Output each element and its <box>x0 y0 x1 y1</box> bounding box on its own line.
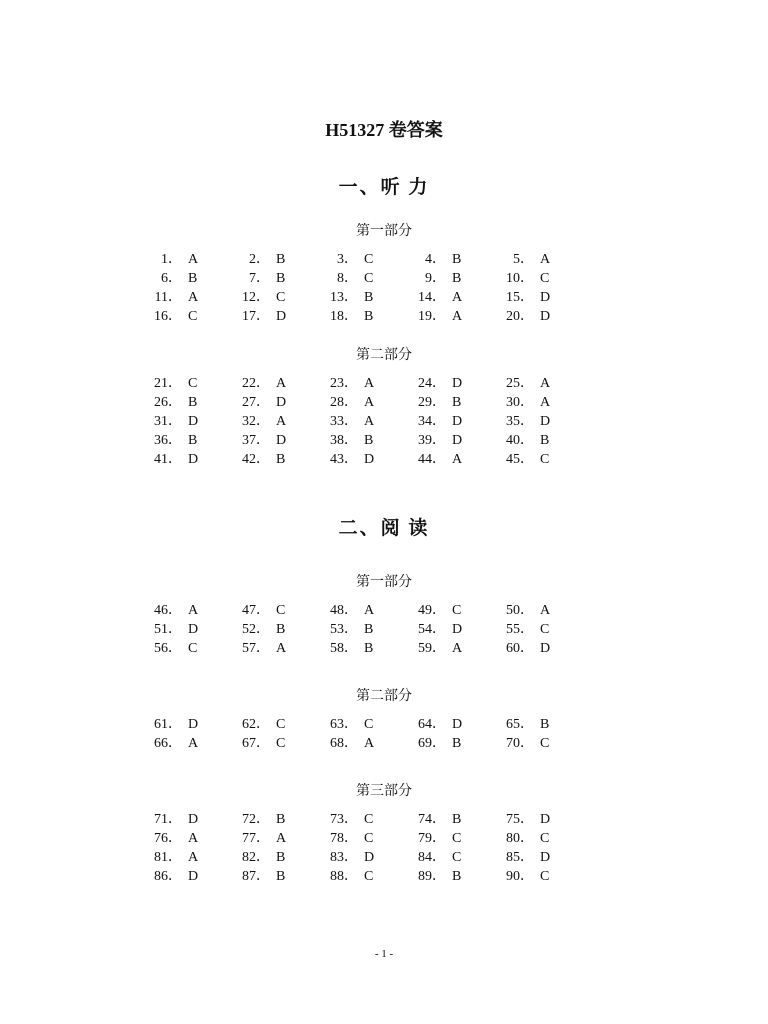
answer-row <box>0 827 768 846</box>
answer-item <box>232 732 285 752</box>
answer-item <box>408 865 461 885</box>
question-number: 57． <box>242 641 270 656</box>
answer-letter: A <box>364 376 375 391</box>
answer-row <box>0 286 768 305</box>
answer-letter: D <box>452 717 463 732</box>
answer-letter: A <box>188 290 199 305</box>
question-number: 69． <box>418 736 446 751</box>
question-number: 58． <box>330 641 358 656</box>
answer-letter: D <box>452 622 463 637</box>
answer-item <box>144 429 197 449</box>
question-number: 87． <box>242 869 270 884</box>
answer-letter: A <box>540 395 551 410</box>
answer-letter: A <box>188 736 199 751</box>
question-number: 3． <box>337 252 358 267</box>
question-number: 82． <box>242 850 270 865</box>
answer-letter: B <box>452 869 462 884</box>
answer-item <box>496 713 549 733</box>
question-number: 55． <box>506 622 534 637</box>
answer-row <box>0 305 768 324</box>
answer-item <box>408 732 461 752</box>
question-number: 70． <box>506 736 534 751</box>
answer-letter: B <box>452 395 462 410</box>
question-number: 34． <box>418 414 446 429</box>
answer-item <box>232 391 286 411</box>
question-number: 21． <box>154 376 182 391</box>
answer-item <box>232 248 285 268</box>
section-heading-listening: 一、听 力 <box>338 177 430 198</box>
question-number: 88． <box>330 869 358 884</box>
question-number: 63． <box>330 717 358 732</box>
answer-letter: C <box>364 271 374 286</box>
answer-letter: A <box>188 850 199 865</box>
answer-letter: C <box>188 641 198 656</box>
page-number: - 1 - <box>374 948 394 960</box>
question-number: 62． <box>242 717 270 732</box>
answer-item <box>320 732 374 752</box>
answer-row <box>0 732 768 751</box>
question-number: 75． <box>506 812 534 827</box>
question-number: 39． <box>418 433 446 448</box>
answer-letter: D <box>188 622 199 637</box>
answer-row <box>0 391 768 410</box>
part-heading-reading-3: 第三部分 <box>356 784 412 799</box>
answer-row <box>0 808 768 827</box>
answer-item <box>496 305 550 325</box>
answer-row <box>0 372 768 391</box>
answer-item <box>320 305 373 325</box>
question-number: 78． <box>330 831 358 846</box>
question-number: 22． <box>242 376 270 391</box>
answer-letter: C <box>540 869 550 884</box>
question-number: 52． <box>242 622 270 637</box>
answer-item <box>408 391 461 411</box>
question-number: 28． <box>330 395 358 410</box>
answer-letter: C <box>540 622 550 637</box>
answer-item <box>232 637 286 657</box>
answer-letter: C <box>364 831 374 846</box>
answer-letter: B <box>188 395 198 410</box>
answer-item <box>144 732 198 752</box>
answer-item <box>496 267 549 287</box>
answer-item <box>232 286 285 306</box>
question-number: 15． <box>506 290 534 305</box>
question-number: 23． <box>330 376 358 391</box>
answer-letter: D <box>540 309 551 324</box>
answer-letter: D <box>452 433 463 448</box>
question-number: 8． <box>337 271 358 286</box>
question-number: 66． <box>154 736 182 751</box>
answer-letter: B <box>540 717 550 732</box>
answer-letter: A <box>188 603 199 618</box>
question-number: 40． <box>506 433 534 448</box>
answer-letter: A <box>276 641 287 656</box>
question-number: 67． <box>242 736 270 751</box>
answer-letter: C <box>540 271 550 286</box>
part-heading-listening-2: 第二部分 <box>356 348 412 363</box>
question-number: 29． <box>418 395 446 410</box>
answer-letter: D <box>364 452 375 467</box>
answer-item <box>232 846 285 866</box>
answer-row <box>0 637 768 656</box>
question-number: 51． <box>154 622 182 637</box>
answer-item <box>232 410 286 430</box>
answer-item <box>496 286 550 306</box>
question-number: 80． <box>506 831 534 846</box>
question-number: 76． <box>154 831 182 846</box>
answer-letter: D <box>188 869 199 884</box>
question-number: 38． <box>330 433 358 448</box>
question-number: 17． <box>242 309 270 324</box>
answer-letter: D <box>188 717 199 732</box>
question-number: 45． <box>506 452 534 467</box>
question-number: 9． <box>425 271 446 286</box>
question-number: 90． <box>506 869 534 884</box>
answer-item <box>408 599 461 619</box>
question-number: 72． <box>242 812 270 827</box>
answer-item <box>144 827 198 847</box>
answer-item <box>144 410 198 430</box>
part-heading-reading-2: 第二部分 <box>356 689 412 704</box>
question-number: 13． <box>330 290 358 305</box>
answer-item <box>320 429 373 449</box>
answer-item <box>144 391 197 411</box>
answer-item <box>408 429 462 449</box>
section-heading-reading: 二、阅 读 <box>338 518 430 539</box>
answer-item <box>144 618 198 638</box>
answer-letter: A <box>364 395 375 410</box>
question-number: 44． <box>418 452 446 467</box>
answer-letter: C <box>540 831 550 846</box>
answer-letter: C <box>540 452 550 467</box>
question-number: 60． <box>506 641 534 656</box>
answer-row <box>0 599 768 618</box>
answer-item <box>320 267 373 287</box>
question-number: 25． <box>506 376 534 391</box>
question-number: 20． <box>506 309 534 324</box>
answer-item <box>320 391 374 411</box>
answer-item <box>144 865 198 885</box>
answer-item <box>144 267 197 287</box>
answer-row <box>0 846 768 865</box>
question-number: 7． <box>249 271 270 286</box>
question-number: 73． <box>330 812 358 827</box>
answer-item <box>496 448 549 468</box>
answer-letter: A <box>188 831 199 846</box>
question-number: 14． <box>418 290 446 305</box>
answer-item <box>320 410 374 430</box>
answer-item <box>144 713 198 733</box>
question-number: 47． <box>242 603 270 618</box>
question-number: 48． <box>330 603 358 618</box>
answer-item <box>144 448 198 468</box>
question-number: 77． <box>242 831 270 846</box>
question-number: 5． <box>513 252 534 267</box>
question-number: 4． <box>425 252 446 267</box>
answer-row <box>0 448 768 467</box>
answer-item <box>408 305 462 325</box>
answer-item <box>320 618 373 638</box>
answer-item <box>232 305 286 325</box>
question-number: 59． <box>418 641 446 656</box>
answer-letter: A <box>276 831 287 846</box>
answer-letter: B <box>276 452 286 467</box>
answer-letter: A <box>540 252 551 267</box>
answer-letter: B <box>364 290 374 305</box>
answer-item <box>232 599 285 619</box>
answer-letter: B <box>364 309 374 324</box>
answer-letter: D <box>540 812 551 827</box>
answer-letter: A <box>276 376 287 391</box>
answer-item <box>232 267 285 287</box>
answer-item <box>408 248 461 268</box>
question-number: 32． <box>242 414 270 429</box>
answer-letter: B <box>452 812 462 827</box>
answer-item <box>232 713 285 733</box>
question-number: 36． <box>154 433 182 448</box>
question-number: 10． <box>506 271 534 286</box>
answer-item <box>320 286 373 306</box>
answer-letter: A <box>364 414 375 429</box>
answer-item <box>408 637 462 657</box>
answer-letter: B <box>452 271 462 286</box>
answer-row <box>0 713 768 732</box>
answer-item <box>496 429 549 449</box>
answer-item <box>408 713 462 733</box>
question-number: 46． <box>154 603 182 618</box>
answer-letter: B <box>364 622 374 637</box>
answer-letter: D <box>540 641 551 656</box>
question-number: 74． <box>418 812 446 827</box>
question-number: 12． <box>242 290 270 305</box>
answer-letter: B <box>276 850 286 865</box>
answer-letter: C <box>540 736 550 751</box>
question-number: 2． <box>249 252 270 267</box>
answer-letter: A <box>364 736 375 751</box>
answer-letter: B <box>540 433 550 448</box>
question-number: 84． <box>418 850 446 865</box>
answer-item <box>320 372 374 392</box>
answer-item <box>144 637 197 657</box>
answer-item <box>408 410 462 430</box>
answer-item <box>408 448 462 468</box>
question-number: 33． <box>330 414 358 429</box>
answer-letter: B <box>276 812 286 827</box>
answer-row <box>0 429 768 448</box>
answer-item <box>320 827 373 847</box>
question-number: 86． <box>154 869 182 884</box>
answer-item <box>496 248 550 268</box>
question-number: 6． <box>161 271 182 286</box>
answer-letter: B <box>188 271 198 286</box>
answer-letter: A <box>452 452 463 467</box>
question-number: 35． <box>506 414 534 429</box>
answer-letter: D <box>540 414 551 429</box>
answer-item <box>496 827 549 847</box>
question-number: 50． <box>506 603 534 618</box>
answer-letter: B <box>364 641 374 656</box>
answer-item <box>232 865 285 885</box>
answer-letter: D <box>188 812 199 827</box>
question-number: 16． <box>154 309 182 324</box>
answer-letter: C <box>188 309 198 324</box>
answer-item <box>496 599 550 619</box>
answer-letter: A <box>452 309 463 324</box>
answer-item <box>408 808 461 828</box>
question-number: 19． <box>418 309 446 324</box>
answer-letter: B <box>276 252 286 267</box>
answer-letter: B <box>276 271 286 286</box>
answer-letter: C <box>364 717 374 732</box>
answer-item <box>408 846 461 866</box>
answer-row <box>0 248 768 267</box>
answer-letter: C <box>276 603 286 618</box>
answer-letter: D <box>540 850 551 865</box>
answer-letter: D <box>540 290 551 305</box>
answer-letter: C <box>364 812 374 827</box>
answer-item <box>320 713 373 733</box>
answer-item <box>320 248 373 268</box>
answer-letter: B <box>452 252 462 267</box>
question-number: 56． <box>154 641 182 656</box>
answer-letter: C <box>452 603 462 618</box>
answer-item <box>320 865 373 885</box>
answer-row <box>0 618 768 637</box>
answer-item <box>496 410 550 430</box>
question-number: 31． <box>154 414 182 429</box>
question-number: 18． <box>330 309 358 324</box>
answer-item <box>496 618 549 638</box>
answer-letter: A <box>540 603 551 618</box>
answer-letter: B <box>276 622 286 637</box>
answer-letter: C <box>364 869 374 884</box>
answer-item <box>144 808 198 828</box>
answer-item <box>144 599 198 619</box>
answer-row <box>0 267 768 286</box>
question-number: 64． <box>418 717 446 732</box>
answer-letter: C <box>452 831 462 846</box>
answer-letter: D <box>188 452 199 467</box>
question-number: 27． <box>242 395 270 410</box>
answer-letter: B <box>364 433 374 448</box>
answer-item <box>144 846 198 866</box>
answer-item <box>232 429 286 449</box>
answer-letter: C <box>364 252 374 267</box>
answer-letter: A <box>452 290 463 305</box>
answer-item <box>496 372 550 392</box>
answer-item <box>496 732 549 752</box>
answer-item <box>408 372 462 392</box>
answer-item <box>496 865 549 885</box>
answer-letter: D <box>452 414 463 429</box>
answer-item <box>408 267 461 287</box>
question-number: 65． <box>506 717 534 732</box>
answer-item <box>320 637 373 657</box>
answer-item <box>320 599 374 619</box>
question-number: 61． <box>154 717 182 732</box>
question-number: 89． <box>418 869 446 884</box>
question-number: 30． <box>506 395 534 410</box>
page-title: H51327 卷答案 <box>325 120 443 140</box>
question-number: 11． <box>154 290 182 305</box>
question-number: 53． <box>330 622 358 637</box>
question-number: 79． <box>418 831 446 846</box>
answer-letter: C <box>276 717 286 732</box>
part-heading-reading-1: 第一部分 <box>356 575 412 590</box>
answer-letter: D <box>276 433 287 448</box>
answer-letter: A <box>276 414 287 429</box>
answer-item <box>496 846 550 866</box>
question-number: 81． <box>154 850 182 865</box>
question-number: 43． <box>330 452 358 467</box>
answer-item <box>232 448 285 468</box>
answer-item <box>320 846 374 866</box>
answer-item <box>144 372 197 392</box>
answer-letter: A <box>364 603 375 618</box>
question-number: 83． <box>330 850 358 865</box>
question-number: 68． <box>330 736 358 751</box>
part-heading-listening-1: 第一部分 <box>356 224 412 239</box>
answer-letter: A <box>540 376 551 391</box>
answer-item <box>144 286 198 306</box>
answer-row <box>0 865 768 884</box>
question-number: 41． <box>154 452 182 467</box>
answer-letter: A <box>452 641 463 656</box>
question-number: 71． <box>154 812 182 827</box>
answer-letter: D <box>452 376 463 391</box>
answer-item <box>232 827 286 847</box>
answer-item <box>320 808 373 828</box>
answer-item <box>144 305 197 325</box>
answer-letter: C <box>276 290 286 305</box>
answer-letter: C <box>276 736 286 751</box>
answer-letter: B <box>188 433 198 448</box>
question-number: 49． <box>418 603 446 618</box>
question-number: 1． <box>161 252 182 267</box>
answer-item <box>408 286 462 306</box>
answer-item <box>496 808 550 828</box>
answer-row <box>0 410 768 429</box>
answer-letter: D <box>276 309 287 324</box>
answer-item <box>320 448 374 468</box>
answer-item <box>144 248 198 268</box>
answer-item <box>232 372 286 392</box>
question-number: 54． <box>418 622 446 637</box>
answer-letter: C <box>188 376 198 391</box>
question-number: 85． <box>506 850 534 865</box>
question-number: 37． <box>242 433 270 448</box>
answer-letter: B <box>452 736 462 751</box>
answer-item <box>496 637 550 657</box>
question-number: 42． <box>242 452 270 467</box>
answer-letter: D <box>188 414 199 429</box>
answer-item <box>232 618 285 638</box>
answer-letter: D <box>276 395 287 410</box>
question-number: 24． <box>418 376 446 391</box>
answer-item <box>408 618 462 638</box>
answer-item <box>232 808 285 828</box>
answer-letter: B <box>276 869 286 884</box>
answer-letter: A <box>188 252 199 267</box>
answer-letter: C <box>452 850 462 865</box>
question-number: 26． <box>154 395 182 410</box>
answer-letter: D <box>364 850 375 865</box>
answer-item <box>408 827 461 847</box>
answer-item <box>496 391 550 411</box>
